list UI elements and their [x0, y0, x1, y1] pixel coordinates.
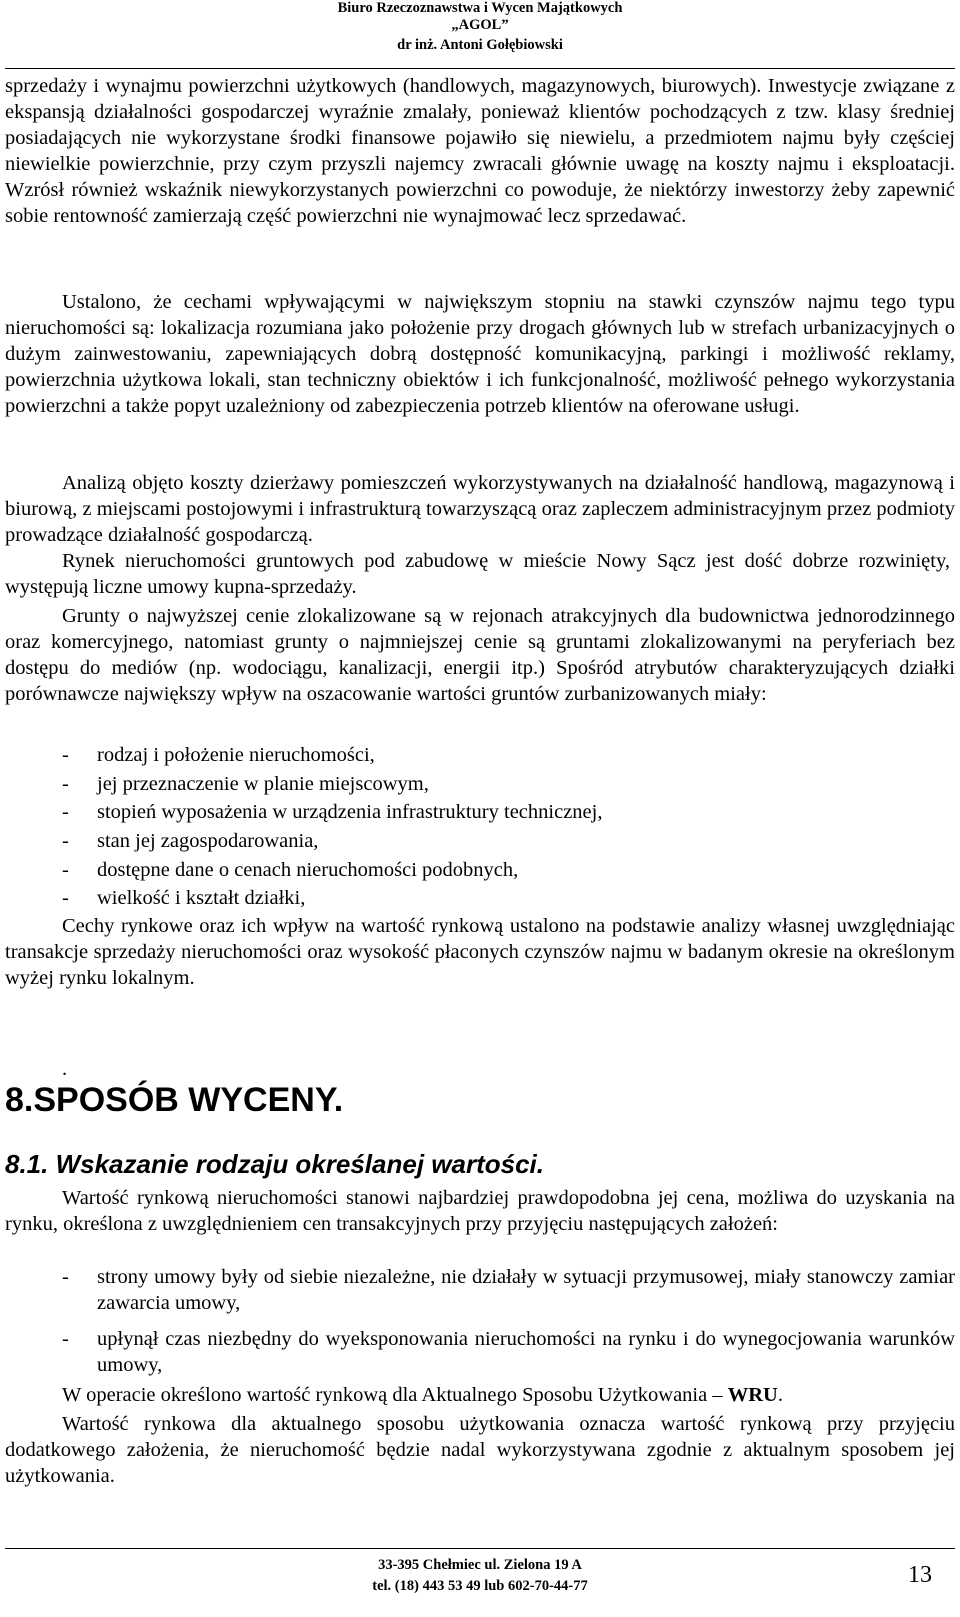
paragraph-market-features [5, 914, 955, 992]
section-heading: 8.SPOSÓB WYCENY. [5, 1081, 344, 1119]
header-owner-name: dr inż. Antoni Gołębiowski [397, 37, 563, 53]
paragraph-land-market-text: Rynek nieruchomości gruntowych pod zabudowę w mieście Nowy Sącz jest dość dobrze rozwinięty, występują liczne umowy kupna-sprzedaży. [5, 550, 950, 598]
paragraph-wru [5, 1383, 955, 1409]
paragraph-lease-costs [5, 471, 955, 549]
list-item: - dostępne dane o cenach nieruchomości podobnych, [62, 859, 519, 881]
paragraph-market-rental: sprzedaży i wynajmu powierzchni użytkowych (handlowych, magazynowych, biurowych). Inwestycje związane z ekspansją działalności gospodarczej wyraźnie zmalały, ponieważ klientów pochodzących z tzw. klasy średniej posiadających nie wykorzystane środki finansowe pojawiło się niewielu, a przedmiotem najmu były częściej niewielkie powierzchnie, przy czym przyszli najemcy zwracali głównie uwagę na koszty najmu i eksploatacji. Wzrósł również wskaźnik niewykorzystanych powierzchni co powoduje, że niektórzy inwestorzy żeby zapewnić sobie rentowność zamierzają część powierzchni nie wynajmować lecz sprzedawać. [5, 75, 955, 227]
footer-rule [5, 1548, 955, 1549]
paragraph-rent-factors [5, 290, 955, 420]
paragraph-land-prices-text: Grunty o najwyższej cenie zlokalizowane są w rejonach atrakcyjnych dla budownictwa jednorodzinnego oraz komercyjnego, natomiast grunty o najmniejszej cenie są gruntami zlokalizowanymi na peryferiach bez dostępu do mediów (np. wodociągu, kanalizacji, energii itp.) Spośród atrybutów charakteryzujących działki porównawcze największy wpływ na oszacowanie wartości gruntów zurbanizowanych miały: [5, 605, 955, 705]
stray-dot: . [62, 1058, 68, 1080]
paragraph-market-value-definition-text: Wartość rynkową nieruchomości stanowi najbardziej prawdopodobna jej cena, możliwa do uzyskania na rynku, określona z uwzględnieniem cen transakcyjnych przy przyjęciu następujących założeń: [5, 1187, 955, 1235]
header-company-name: Biuro Rzeczoznawstwa i Wycen Majątkowych [337, 0, 623, 16]
footer-address: 33-395 Chełmiec ul. Zielona 19 A [378, 1557, 582, 1573]
paragraph-market-features-text: Cechy rynkowe oraz ich wpływ na wartość rynkową ustalono na podstawie analizy własnej uwzględniając transakcje sprzedaży nieruchomości oraz wysokość płaconych czynszów najmu w badanym okresie na określonym wyżej rynku lokalnym. [5, 915, 955, 989]
subsection-heading: 8.1. Wskazanie rodzaju określanej wartości. [5, 1149, 544, 1179]
list-item: - jej przeznaczenie w planie miejscowym, [62, 773, 429, 795]
paragraph-land-market [5, 549, 950, 601]
footer-phone: tel. (18) 443 53 49 lub 602-70-44-77 [372, 1578, 588, 1594]
paragraph-market-value-definition [5, 1186, 955, 1238]
paragraph-wru-end: . [777, 1384, 783, 1406]
paragraph-land-prices [5, 604, 955, 708]
header-company-brand: „AGOL” [451, 17, 509, 33]
header-rule [5, 68, 955, 69]
paragraph-rent-factors-text: Ustalono, że cechami wpływającymi w największym stopniu na stawki czynszów najmu tego typu nieruchomości są: lokalizacja rozumiana jako położenie przy drogach głównych lub w strefach urbanizacyjnych o dużym zainwestowaniu, zapewniających dobrą dostępność komunikacyjną, parkingi i możliwość reklamy, powierzchnia użytkowa lokali, stan techniczny obiektów i ich funkcjonalność, możliwość pełnego wykorzystania powierzchni a także popyt uzależniony od zabezpieczenia potrzeb klientów na oferowane usługi. [5, 291, 955, 417]
list-item: - stopień wyposażenia w urządzenia infrastruktury technicznej, [62, 801, 603, 823]
paragraph-current-use-value [5, 1412, 955, 1490]
list-item: - upłynął czas niezbędny do wyeksponowania nieruchomości na rynku i do wynegocjowania warunków umowy, [62, 1328, 955, 1376]
wru-abbreviation: WRU [727, 1384, 778, 1406]
list-item: - rodzaj i położenie nieruchomości, [62, 744, 375, 766]
list-item: - strony umowy były od siebie niezależne, nie działały w sytuacji przymusowej, miały stanowczy zamiar zawarcia umowy, [62, 1266, 955, 1314]
paragraph-wru-text: W operacie określono wartość rynkową dla Aktualnego Sposobu Użytkowania – [62, 1384, 723, 1406]
list-item: - stan jej zagospodarowania, [62, 830, 319, 852]
page-number: 13 [908, 1562, 932, 1588]
paragraph-current-use-value-text: Wartość rynkowa dla aktualnego sposobu użytkowania oznacza wartość rynkową przy przyjęciu dodatkowego założenia, że nieruchomość będzie nadal wykorzystywana zgodnie z aktualnym sposobem jej użytkowania. [5, 1413, 955, 1487]
paragraph-lease-costs-text: Analizą objęto koszty dzierżawy pomieszczeń wykorzystywanych na działalność handlową, magazynową i biurową, z miejscami postojowymi i infrastrukturą towarzyszącą oraz zapleczem administracyjnym przez podmioty prowadzące działalność gospodarczą. [5, 472, 955, 546]
list-item: - wielkość i kształt działki, [62, 887, 306, 909]
